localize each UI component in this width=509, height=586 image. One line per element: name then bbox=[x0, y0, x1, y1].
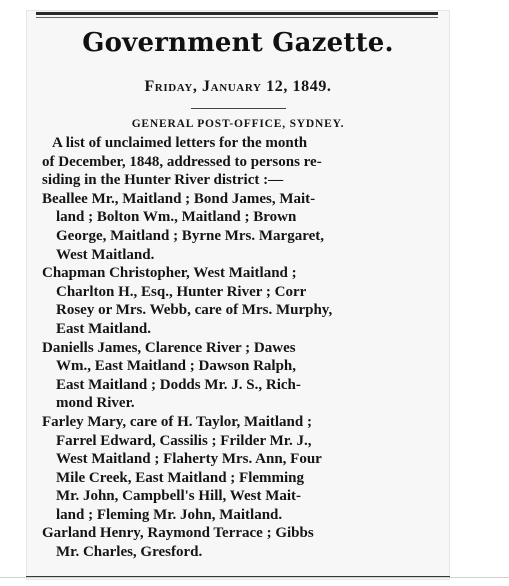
text-line: land ; Bolton Wm., Maitland ; Brown bbox=[56, 209, 297, 226]
text-line: East Maitland. bbox=[56, 320, 152, 337]
newspaper-clipping bbox=[26, 10, 450, 580]
text-line: Mile Creek, East Maitland ; Flemming bbox=[56, 469, 305, 486]
page-edge bbox=[0, 577, 509, 578]
masthead: Government Gazette. bbox=[82, 28, 394, 58]
top-thin-rule bbox=[36, 17, 438, 18]
top-rule bbox=[36, 12, 438, 15]
text-line: Beallee Mr., Maitland ; Bond James, Mait- bbox=[42, 190, 316, 207]
text-line: West Maitland ; Flaherty Mrs. Ann, Four bbox=[56, 451, 322, 468]
text-line: Garland Henry, Raymond Terrace ; Gibbs bbox=[42, 525, 314, 542]
text-line: Rosey or Mrs. Webb, care of Mrs. Murphy, bbox=[56, 302, 333, 319]
text-line: Farley Mary, care of H. Taylor, Maitland ; bbox=[42, 413, 312, 430]
text-line: A list of unclaimed letters for the month bbox=[52, 135, 308, 151]
text-line: George, Maitland ; Byrne Mrs. Margaret, bbox=[56, 227, 324, 244]
text-line: Wm., East Maitland ; Dawson Ralph, bbox=[56, 358, 297, 375]
text-line: Mr. Charles, Gresford. bbox=[56, 544, 203, 561]
text-line: Mr. John, Campbell's Hill, West Mait- bbox=[56, 488, 302, 505]
text-line: Farrel Edward, Cassilis ; Frilder Mr. J., bbox=[56, 432, 312, 449]
section-heading: GENERAL POST-OFFICE, SYDNEY. bbox=[131, 118, 345, 130]
text-line: East Maitland ; Dodds Mr. J. S., Rich- bbox=[56, 376, 301, 393]
text-line: Daniells James, Clarence River ; Dawes bbox=[42, 339, 296, 356]
date-divider bbox=[191, 108, 286, 109]
text-line: West Maitland. bbox=[56, 246, 155, 263]
text-line: land ; Fleming Mr. John, Maitland. bbox=[56, 506, 283, 523]
issue-date: Friday, January 12, 1849. bbox=[144, 78, 332, 95]
article-body bbox=[42, 134, 432, 562]
text-line: of December, 1848, addressed to persons re- bbox=[42, 153, 322, 170]
text-line: siding in the Hunter River district :— bbox=[42, 172, 284, 189]
text-line: Charlton H., Esq., Hunter River ; Corr bbox=[56, 283, 307, 300]
text-line: mond River. bbox=[56, 395, 135, 412]
text-line: Chapman Christopher, West Maitland ; bbox=[42, 265, 297, 282]
